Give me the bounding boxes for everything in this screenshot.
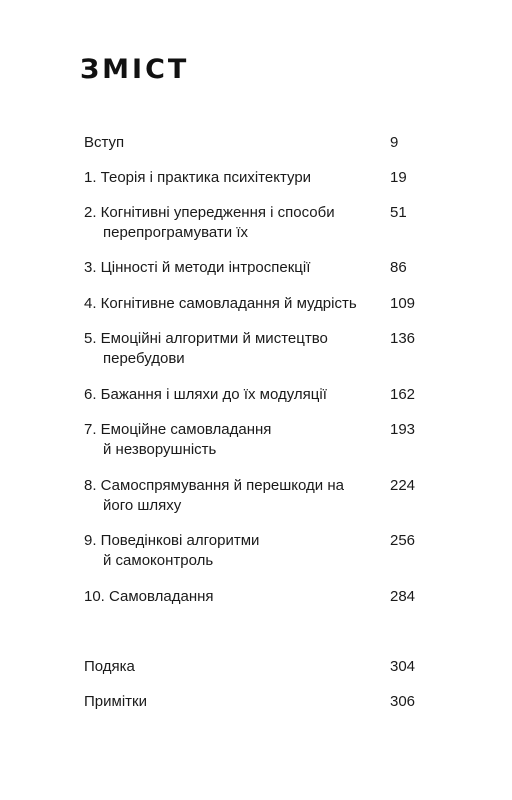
toc-entry-title-line1: 3. Цінності й методи інтроспекції [84,259,311,276]
toc-entry-title-line2: й самоконтроль [103,552,214,569]
toc-entry-title [84,258,374,278]
toc-entry-title-line1: Примітки [84,693,147,710]
toc-entry-page: 256 [390,532,416,549]
toc-entry-title-line1: 5. Емоційні алгоритми й мистецтво [84,330,328,347]
toc-entry-title-line1: 9. Поведінкові алгоритми [84,532,260,549]
page-title: ЗМІСТ [80,54,190,85]
toc-entry-title-line2: перепрограмувати їх [103,224,248,241]
toc-entry-title [84,657,374,677]
toc-entry-title-line1: 8. Самоспрямування й перешкоди на [84,477,344,494]
toc-entry-title [84,531,374,571]
toc-entry-title-line1: 2. Когнітивні упередження і способи [84,204,335,221]
toc-entry-page: 19 [390,169,407,186]
toc-entry-title [84,692,374,712]
toc-entry-title-line1: Подяка [84,658,135,675]
toc-entry-title [84,168,374,188]
toc-entry-title [84,294,374,314]
toc-entry-title-line2: перебудови [103,350,185,367]
toc-entry-page: 193 [390,421,416,438]
toc-entry-title [84,476,374,516]
toc-entry-title [84,133,374,153]
toc-entry-title [84,385,374,405]
toc-entry-page: 224 [390,477,416,494]
toc-entry-page: 9 [390,134,399,151]
toc-entry-title [84,203,374,243]
toc-entry-title-line1: 6. Бажання і шляхи до їх модуляції [84,386,327,403]
toc-entry-title-line1: 10. Самовладання [84,588,214,605]
toc-entry-page: 86 [390,259,407,276]
toc-entry-page: 136 [390,330,416,347]
toc-entry-page: 284 [390,588,416,605]
toc-entry-title-line1: 1. Теорія і практика психітектури [84,169,312,186]
toc-entry-title-line1: 7. Емоційне самовладання [84,421,272,438]
toc-entry-title [84,420,374,460]
toc-entry-title [84,587,374,607]
toc-entry-title-line1: 4. Когнітивне самовладання й мудрість [84,295,357,312]
toc-entry-page: 304 [390,658,416,675]
toc-entry-page: 162 [390,386,416,403]
toc-entry-title [84,329,374,369]
toc-entry-page: 51 [390,204,407,221]
toc-entry-title-line1: Вступ [84,134,125,151]
toc-entry-title-line2: його шляху [103,497,182,514]
toc-entry-page: 306 [390,693,416,710]
toc-entry-page: 109 [390,295,416,312]
toc-entry-title-line2: й незворушність [103,441,217,458]
